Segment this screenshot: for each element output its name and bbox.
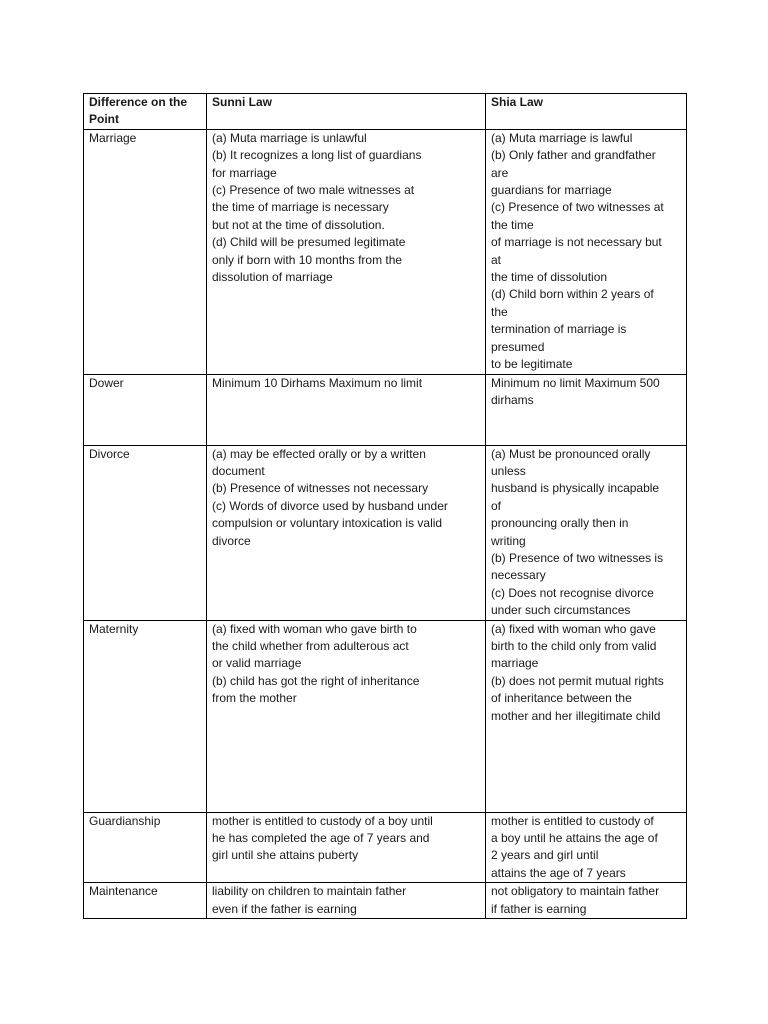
- shia-line: are: [491, 165, 509, 180]
- shia-line: a boy until he attains the age of: [491, 830, 658, 845]
- shia-cell: [486, 129, 687, 374]
- sunni-line: (a) fixed with woman who gave birth to: [212, 621, 417, 636]
- table-row-guardianship: [84, 812, 687, 883]
- shia-cell: [486, 445, 687, 620]
- sunni-line: but not at the time of dissolution.: [212, 217, 385, 232]
- shia-cell: [486, 812, 687, 883]
- point-label: Marriage: [89, 130, 137, 145]
- point-cell: [84, 620, 207, 812]
- shia-line: termination of marriage is: [491, 322, 627, 337]
- sunni-line: for marriage: [212, 165, 277, 180]
- sunni-line: (d) Child will be presumed legitimate: [212, 235, 406, 250]
- sunni-cell: [207, 374, 486, 445]
- shia-line: of marriage is not necessary but: [491, 235, 662, 250]
- sunni-line: (a) Muta marriage is unlawful: [212, 130, 367, 145]
- point-label: Maintenance: [89, 884, 158, 899]
- sunni-cell: [207, 129, 486, 374]
- shia-line: if father is earning: [491, 901, 587, 916]
- sunni-line: divorce: [212, 533, 251, 548]
- shia-line: mother is entitled to custody of: [491, 813, 654, 828]
- shia-line: presumed: [491, 339, 545, 354]
- shia-line: (c) Presence of two witnesses at: [491, 200, 664, 215]
- shia-line: pronouncing orally then in: [491, 516, 629, 531]
- shia-line: (b) Only father and grandfather: [491, 148, 656, 163]
- point-label: Divorce: [89, 446, 130, 461]
- header-difference-point: Difference on the Point: [84, 94, 207, 130]
- sunni-line: (a) may be effected orally or by a written: [212, 446, 426, 461]
- shia-line: birth to the child only from valid: [491, 638, 657, 653]
- shia-line: 2 years and girl until: [491, 848, 599, 863]
- shia-line: Minimum no limit Maximum 500: [491, 375, 660, 390]
- sunni-line: (b) It recognizes a long list of guardians: [212, 148, 422, 163]
- sunni-line: (b) Presence of witnesses not necessary: [212, 481, 429, 496]
- point-label: Maternity: [89, 621, 139, 636]
- point-cell: [84, 374, 207, 445]
- shia-line: (a) Must be pronounced orally: [491, 446, 651, 461]
- shia-line: attains the age of 7 years: [491, 865, 626, 880]
- point-cell: [84, 883, 207, 919]
- sunni-line: or valid marriage: [212, 656, 302, 671]
- table-header-row: [84, 94, 687, 130]
- comparison-table: [83, 93, 687, 919]
- sunni-line: the child whether from adulterous act: [212, 638, 409, 653]
- point-cell: [84, 445, 207, 620]
- sunni-line: the time of marriage is necessary: [212, 200, 389, 215]
- shia-line: of: [491, 498, 502, 513]
- sunni-line: (b) child has got the right of inheritance: [212, 673, 420, 688]
- sunni-cell: [207, 620, 486, 812]
- shia-line: writing: [491, 533, 526, 548]
- shia-line: (b) does not permit mutual rights: [491, 673, 664, 688]
- sunni-line: document: [212, 463, 265, 478]
- shia-cell: [486, 883, 687, 919]
- shia-line: not obligatory to maintain father: [491, 884, 660, 899]
- shia-line: the: [491, 304, 508, 319]
- shia-cell: [486, 620, 687, 812]
- point-label: Guardianship: [89, 813, 161, 828]
- sunni-line: mother is entitled to custody of a boy until: [212, 813, 433, 828]
- sunni-line: dissolution of marriage: [212, 270, 333, 285]
- shia-line: dirhams: [491, 392, 534, 407]
- table-row-marriage: [84, 129, 687, 374]
- shia-line: unless: [491, 463, 526, 478]
- sunni-line: from the mother: [212, 691, 297, 706]
- table-row-maternity: [84, 620, 687, 812]
- point-cell: [84, 812, 207, 883]
- shia-line: (a) Muta marriage is lawful: [491, 130, 633, 145]
- shia-line: husband is physically incapable: [491, 481, 660, 496]
- shia-line: of inheritance between the: [491, 691, 632, 706]
- shia-line: (d) Child born within 2 years of: [491, 287, 654, 302]
- shia-line: to be legitimate: [491, 357, 573, 372]
- shia-line: (b) Presence of two witnesses is: [491, 550, 664, 565]
- shia-cell: [486, 374, 687, 445]
- table-row-divorce: [84, 445, 687, 620]
- shia-line: (c) Does not recognise divorce: [491, 585, 654, 600]
- sunni-line: even if the father is earning: [212, 901, 357, 916]
- sunni-line: (c) Words of divorce used by husband under: [212, 498, 448, 513]
- shia-line: mother and her illegitimate child: [491, 708, 661, 723]
- sunni-line: liability on children to maintain father: [212, 884, 407, 899]
- point-label: Dower: [89, 375, 124, 390]
- table-row-dower: [84, 374, 687, 445]
- sunni-line: girl until she attains puberty: [212, 848, 359, 863]
- sunni-cell: [207, 883, 486, 919]
- sunni-line: he has completed the age of 7 years and: [212, 830, 430, 845]
- shia-line: necessary: [491, 568, 546, 583]
- shia-line: the time of dissolution: [491, 270, 608, 285]
- header-shia-law: Shia Law: [486, 94, 687, 130]
- table-row-maintenance: [84, 883, 687, 919]
- sunni-line: compulsion or voluntary intoxication is valid: [212, 516, 443, 531]
- shia-line: guardians for marriage: [491, 183, 612, 198]
- shia-line: at: [491, 252, 502, 267]
- shia-line: (a) fixed with woman who gave: [491, 621, 656, 636]
- sunni-cell: [207, 445, 486, 620]
- shia-line: marriage: [491, 656, 539, 671]
- shia-line: the time: [491, 217, 534, 232]
- sunni-line: only if born with 10 months from the: [212, 252, 403, 267]
- point-cell: [84, 129, 207, 374]
- header-sunni-law: Sunni Law: [207, 94, 486, 130]
- shia-line: under such circumstances: [491, 603, 631, 618]
- sunni-cell: [207, 812, 486, 883]
- sunni-line: (c) Presence of two male witnesses at: [212, 183, 415, 198]
- sunni-line: Minimum 10 Dirhams Maximum no limit: [212, 375, 423, 390]
